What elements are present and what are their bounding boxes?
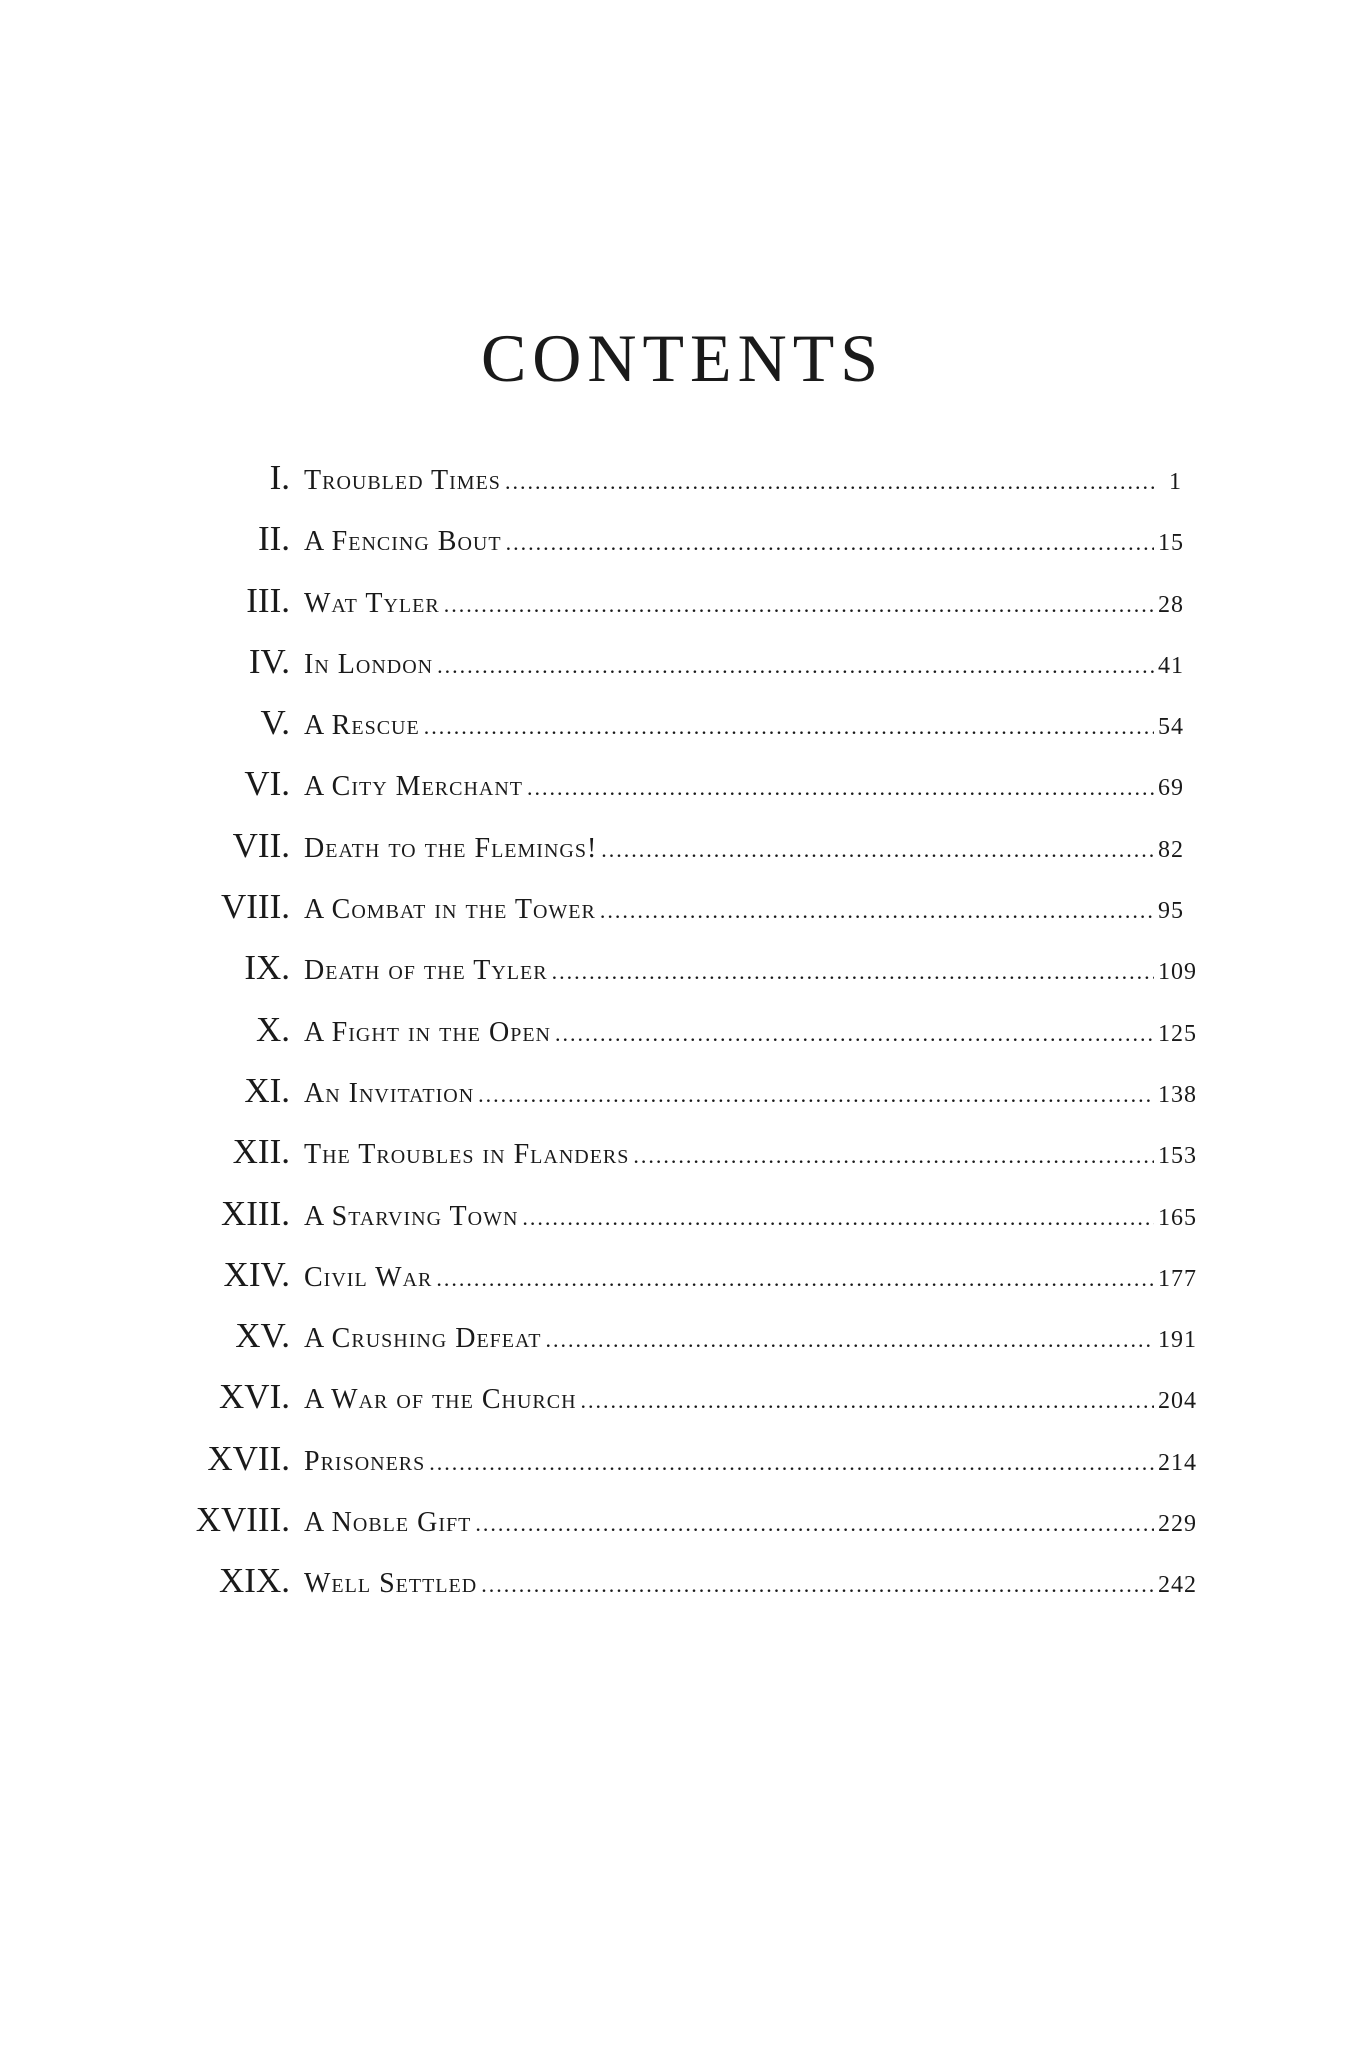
dot-leader xyxy=(437,653,1154,679)
chapter-title-line xyxy=(304,1384,1197,1416)
chapter-title-line xyxy=(304,1200,1197,1233)
page-number: 214 xyxy=(1158,1449,1197,1476)
chapter-title-line xyxy=(304,588,1182,620)
chapter-title-line xyxy=(304,771,1182,803)
chapter-numeral: III. xyxy=(246,580,290,620)
chapter-title: A Crushing Defeat xyxy=(304,1323,542,1355)
chapter-title: Troubled Times xyxy=(304,465,501,496)
chapter-title: A City Merchant xyxy=(304,771,524,803)
page-number: 1 xyxy=(1169,469,1182,495)
page-number: 69 xyxy=(1158,775,1184,802)
toc-entry xyxy=(190,1377,1197,1438)
dot-leader xyxy=(505,469,1154,495)
page-number: 95 xyxy=(1158,898,1184,925)
chapter-title: A Noble Gift xyxy=(304,1507,472,1539)
chapter-title: Well Settled xyxy=(304,1568,478,1600)
page-number: 138 xyxy=(1158,1081,1197,1108)
dot-leader xyxy=(444,592,1154,618)
page-number: 82 xyxy=(1158,836,1184,863)
page-number: 15 xyxy=(1158,530,1184,557)
chapter-title: The Troubles in Flanders xyxy=(304,1139,630,1171)
dot-leader xyxy=(475,1511,1154,1537)
chapter-numeral: VII. xyxy=(232,825,290,865)
page-number: 125 xyxy=(1158,1020,1197,1047)
chapter-numeral: IX. xyxy=(244,948,290,988)
chapter-title-line xyxy=(304,526,1182,558)
chapter-title: Prisoners xyxy=(304,1445,426,1477)
chapter-title-line xyxy=(304,894,1182,926)
page-title: CONTENTS xyxy=(480,320,885,396)
chapter-title-line xyxy=(304,833,1182,865)
chapter-title: Death to the Flemings! xyxy=(304,832,598,864)
toc-entry xyxy=(190,458,1182,519)
dot-leader xyxy=(481,1572,1154,1598)
toc-entry xyxy=(190,1438,1197,1500)
page-number: 191 xyxy=(1158,1327,1197,1354)
page-number: 41 xyxy=(1158,652,1184,679)
chapter-numeral: XV. xyxy=(235,1316,290,1356)
chapter-title-line xyxy=(304,1323,1197,1355)
chapter-title: A Fencing Bout xyxy=(304,526,502,558)
chapter-title-line xyxy=(304,955,1197,987)
chapter-numeral: XVIII. xyxy=(195,1500,290,1540)
chapter-title: A Fight in the Open xyxy=(304,1016,551,1048)
dot-leader xyxy=(424,714,1154,740)
page-number: 28 xyxy=(1158,591,1184,618)
chapter-title-line xyxy=(304,1507,1197,1539)
chapter-numeral: XIII. xyxy=(221,1193,290,1233)
table-of-contents xyxy=(190,458,1197,1623)
toc-entry xyxy=(190,581,1182,642)
chapter-numeral: I. xyxy=(269,458,290,497)
chapter-numeral: IV. xyxy=(248,641,290,681)
chapter-title: Wat Tyler xyxy=(304,587,440,619)
toc-entry xyxy=(190,1132,1197,1193)
chapter-title: In London xyxy=(304,648,434,680)
chapter-title: An Invitation xyxy=(304,1077,475,1109)
chapter-numeral: V. xyxy=(260,703,290,743)
chapter-title: Civil War xyxy=(304,1261,433,1293)
toc-entry xyxy=(190,1070,1197,1132)
dot-leader xyxy=(506,530,1154,556)
chapter-numeral: X. xyxy=(255,1009,290,1049)
chapter-numeral: XVII. xyxy=(207,1438,290,1478)
toc-entry xyxy=(190,1561,1197,1622)
page-number: 177 xyxy=(1158,1265,1197,1292)
chapter-title: Death of the Tyler xyxy=(304,955,548,987)
chapter-numeral: VIII. xyxy=(221,887,290,927)
page-number: 242 xyxy=(1158,1572,1197,1599)
dot-leader xyxy=(552,959,1154,985)
toc-entry xyxy=(190,1254,1197,1316)
dot-leader xyxy=(633,1143,1154,1169)
page-number: 229 xyxy=(1158,1511,1197,1538)
chapter-numeral: XVI. xyxy=(219,1377,290,1417)
toc-entry xyxy=(190,703,1182,764)
toc-entry xyxy=(190,519,1182,580)
chapter-title-line xyxy=(304,649,1182,681)
chapter-title-line xyxy=(304,1445,1197,1478)
dot-leader xyxy=(429,1450,1154,1476)
dot-leader xyxy=(600,898,1154,924)
toc-entry xyxy=(190,1316,1197,1377)
chapter-numeral: II. xyxy=(257,519,290,559)
dot-leader xyxy=(522,1205,1154,1231)
chapter-numeral: XII. xyxy=(232,1132,290,1172)
chapter-title-line xyxy=(304,1139,1197,1171)
chapter-title: A Starving Town xyxy=(304,1200,519,1232)
dot-leader xyxy=(527,775,1154,801)
toc-entry xyxy=(190,1009,1197,1071)
toc-entry xyxy=(190,948,1197,1009)
chapter-title-line xyxy=(304,1077,1197,1110)
toc-entry xyxy=(190,826,1182,887)
chapter-title-line xyxy=(304,465,1182,497)
page-number: 204 xyxy=(1158,1388,1197,1415)
chapter-title: A Rescue xyxy=(304,710,420,742)
dot-leader xyxy=(601,837,1154,863)
chapter-numeral: VI. xyxy=(244,764,290,804)
page-number: 153 xyxy=(1158,1143,1197,1170)
page-number: 165 xyxy=(1158,1204,1197,1231)
chapter-title-line xyxy=(304,1016,1197,1049)
dot-leader xyxy=(545,1327,1154,1353)
chapter-title: A Combat in the Tower xyxy=(304,894,596,926)
dot-leader xyxy=(478,1082,1154,1108)
chapter-title: A War of the Church xyxy=(304,1384,577,1416)
toc-entry xyxy=(190,642,1182,703)
page-number: 109 xyxy=(1158,959,1197,986)
chapter-numeral: XIX. xyxy=(219,1561,290,1601)
chapter-numeral: XIV. xyxy=(223,1254,290,1294)
dot-leader xyxy=(555,1021,1154,1047)
toc-entry xyxy=(190,764,1182,825)
chapter-title-line xyxy=(304,1568,1197,1600)
chapter-title-line xyxy=(304,710,1182,742)
toc-entry xyxy=(190,1193,1197,1255)
dot-leader xyxy=(581,1388,1154,1414)
page-number: 54 xyxy=(1158,714,1184,741)
chapter-numeral: XI. xyxy=(244,1070,290,1110)
toc-entry xyxy=(190,1500,1197,1561)
dot-leader xyxy=(436,1266,1154,1292)
chapter-title-line xyxy=(304,1261,1197,1294)
toc-entry xyxy=(190,887,1182,948)
